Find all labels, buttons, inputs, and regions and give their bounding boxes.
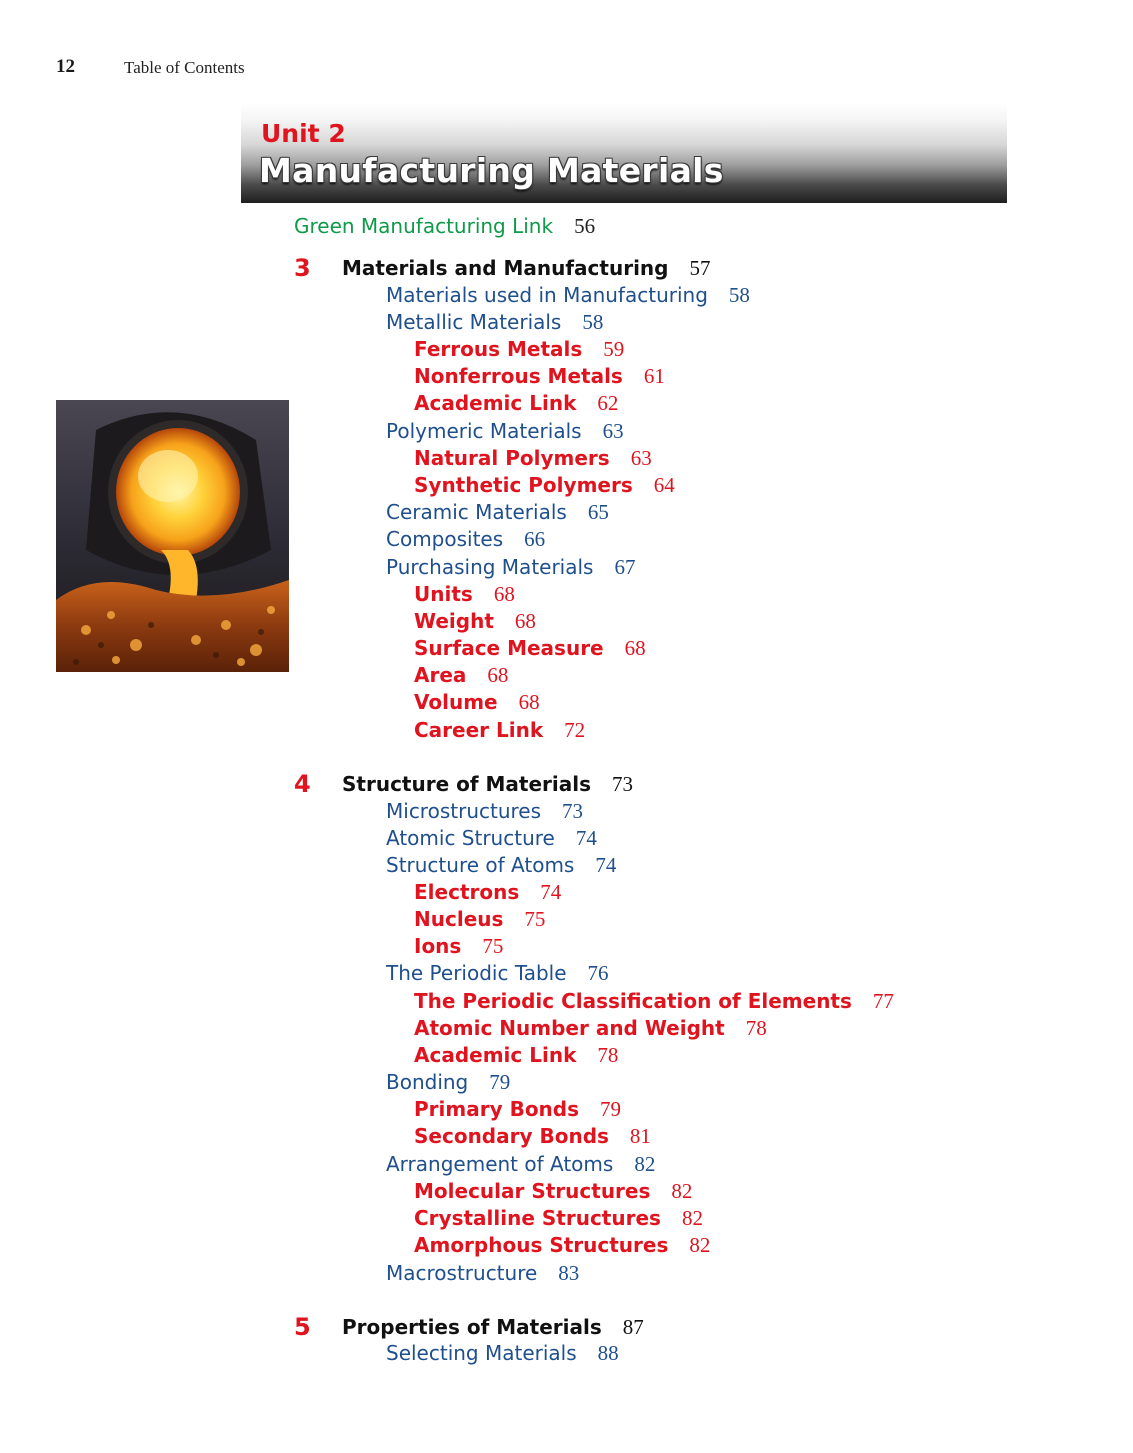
green-manufacturing-link-entry [294,216,595,237]
toc-entry [386,1343,619,1364]
entry-page: 77 [872,989,894,1013]
toc-entry [386,855,616,876]
unit-title: Manufacturing Materials [259,151,724,190]
chapter-title: Structure of Materials [342,772,592,796]
entry-title: Purchasing Materials [386,555,594,579]
chapter-title: Materials and Manufacturing [342,256,669,280]
toc-entry [414,584,515,605]
molten-metal-pouring-photo [56,400,289,672]
entry-title: Crystalline Structures [414,1206,661,1230]
chapter-page: 57 [689,256,711,280]
entry-title: Surface Measure [414,636,604,660]
toc-entry [414,1045,618,1066]
entry-title: Ferrous Metals [414,337,583,361]
entry-title: Career Link [414,718,544,742]
chapter-entry [342,1317,644,1338]
entry-title: Green Manufacturing Link [294,214,554,238]
entry-title: Units [414,582,473,606]
entry-page: 58 [728,283,750,307]
running-title: Table of Contents [124,58,245,77]
entry-page: 82 [671,1179,693,1203]
entry-page: 65 [587,500,609,524]
toc-entry [386,801,583,822]
chapter-entry [342,774,633,795]
toc-entry [414,1208,703,1229]
toc-entry [386,529,545,550]
entry-page: 68 [487,663,509,687]
toc-entry [414,611,536,632]
entry-page: 81 [629,1124,651,1148]
entry-page: 82 [634,1152,656,1176]
toc-entry [414,1099,621,1120]
chapter-title: Properties of Materials [342,1315,602,1339]
entry-title: Academic Link [414,1043,577,1067]
entry-page: 68 [518,690,540,714]
chapter-number: 4 [294,770,311,798]
entry-page: 75 [482,934,504,958]
toc-entry [414,665,508,686]
toc-entry [386,1263,579,1284]
entry-page: 61 [643,364,665,388]
toc-entry [414,1235,710,1256]
entry-title: Academic Link [414,391,577,415]
entry-title: Atomic Structure [386,826,555,850]
toc-entry [414,1126,651,1147]
entry-title: Ceramic Materials [386,500,567,524]
entry-page: 78 [745,1016,767,1040]
chapter-number: 3 [294,254,311,282]
toc-entry [386,963,609,984]
toc-entry [386,502,609,523]
entry-title: Electrons [414,880,520,904]
toc-entry [386,1072,510,1093]
entry-page: 73 [562,799,584,823]
entry-title: Bonding [386,1070,469,1094]
entry-page: 67 [614,555,636,579]
entry-page: 75 [524,907,546,931]
toc-entry [414,366,665,387]
entry-page: 74 [595,853,617,877]
entry-page: 68 [493,582,515,606]
toc-entry [386,421,624,442]
entry-page: 68 [624,636,646,660]
page-number: 12 [56,56,75,77]
entry-title: Microstructures [386,799,542,823]
toc-entry [414,1018,767,1039]
entry-page: 82 [681,1206,703,1230]
entry-page: 83 [558,1261,580,1285]
entry-page: 74 [575,826,597,850]
chapter-page: 73 [612,772,634,796]
entry-title: Synthetic Polymers [414,473,633,497]
entry-page: 78 [597,1043,619,1067]
unit-banner [241,103,1007,203]
entry-title: Materials used in Manufacturing [386,283,708,307]
toc-entry [386,828,597,849]
entry-title: The Periodic Classification of Elements [414,989,852,1013]
toc-entry [386,285,750,306]
toc-entry [414,991,894,1012]
toc-entry [386,1154,655,1175]
toc-entry [414,339,624,360]
entry-title: Nonferrous Metals [414,364,623,388]
entry-page: 56 [574,214,596,238]
toc-entry [414,393,618,414]
entry-title: Composites [386,527,504,551]
toc-entry [414,448,652,469]
entry-page: 63 [630,446,652,470]
toc-entry [414,638,646,659]
entry-title: Macrostructure [386,1261,538,1285]
entry-page: 62 [597,391,619,415]
entry-title: Polymeric Materials [386,419,582,443]
entry-page: 82 [689,1233,711,1257]
entry-page: 58 [582,310,604,334]
entry-title: Nucleus [414,907,504,931]
chapter-number: 5 [294,1313,311,1341]
entry-title: Structure of Atoms [386,853,575,877]
toc-entry [414,692,540,713]
entry-title: The Periodic Table [386,961,567,985]
entry-title: Atomic Number and Weight [414,1016,725,1040]
toc-entry [386,557,635,578]
entry-page: 79 [600,1097,622,1121]
toc-entry [414,720,585,741]
entry-page: 66 [524,527,546,551]
entry-title: Area [414,663,467,687]
entry-page: 88 [597,1341,619,1365]
chapter-entry [342,258,710,279]
entry-page: 63 [602,419,624,443]
toc-entry [414,1181,692,1202]
entry-title: Primary Bonds [414,1097,580,1121]
entry-page: 59 [603,337,625,361]
toc-entry [386,312,603,333]
entry-page: 72 [564,718,586,742]
entry-title: Natural Polymers [414,446,610,470]
toc-entry [414,909,545,930]
chapter-page: 87 [622,1315,644,1339]
entry-title: Secondary Bonds [414,1124,609,1148]
toc-entry [414,475,675,496]
photo-illustration [56,400,289,672]
toc-entry [414,936,503,957]
entry-title: Weight [414,609,494,633]
entry-page: 79 [489,1070,511,1094]
entry-title: Metallic Materials [386,310,562,334]
entry-page: 68 [514,609,536,633]
entry-page: 76 [587,961,609,985]
toc-entry [414,882,561,903]
entry-title: Ions [414,934,462,958]
entry-title: Arrangement of Atoms [386,1152,614,1176]
entry-page: 74 [540,880,562,904]
entry-title: Volume [414,690,498,714]
entry-title: Selecting Materials [386,1341,577,1365]
entry-title: Amorphous Structures [414,1233,669,1257]
entry-title: Molecular Structures [414,1179,651,1203]
entry-page: 64 [653,473,675,497]
unit-label: Unit 2 [261,119,346,148]
